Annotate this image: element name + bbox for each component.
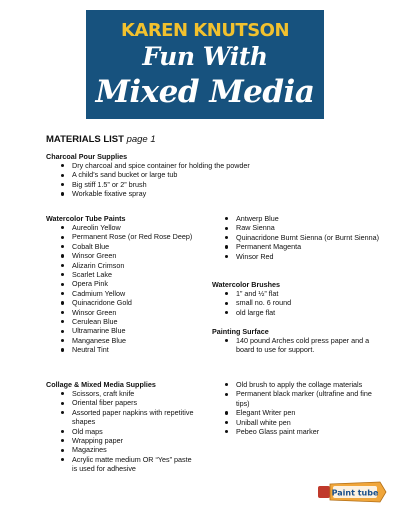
list-item: Antwerp Blue bbox=[222, 214, 390, 223]
list-item: Magazines bbox=[58, 445, 198, 454]
list-item: Cobalt Blue bbox=[58, 242, 208, 251]
list-item: Wrapping paper bbox=[58, 436, 198, 445]
list-item: 1” and ½” flat bbox=[222, 289, 382, 298]
list-item: Permanent Magenta bbox=[222, 242, 390, 251]
banner-title-line-1: Fun With bbox=[142, 42, 268, 71]
list-item: Ultramarine Blue bbox=[58, 326, 208, 335]
logo-text: Paint tube bbox=[331, 488, 379, 498]
logo-tube-cap bbox=[318, 486, 330, 498]
heading-sub: page 1 bbox=[126, 134, 156, 145]
list-item: Elegant Writer pen bbox=[222, 408, 372, 417]
list-item: Workable fixative spray bbox=[58, 189, 358, 198]
title-banner bbox=[86, 10, 324, 119]
list-item: Quinacridone Gold bbox=[58, 298, 208, 307]
list-item: Big stiff 1.5” or 2” brush bbox=[58, 180, 358, 189]
section-title-brushes: Watercolor Brushes bbox=[212, 280, 281, 289]
section-title-collage: Collage & Mixed Media Supplies bbox=[46, 380, 156, 389]
heading-main: MATERIALS LIST bbox=[46, 134, 124, 145]
list-item: Acrylic matte medium OR “Yes” paste is used for adhesive bbox=[58, 455, 198, 474]
list-item: Aureolin Yellow bbox=[58, 223, 208, 232]
list-item: Quinacridone Burnt Sienna (or Burnt Sienna) bbox=[222, 233, 390, 242]
list-item: Permanent black marker (ultrafine and fine tips) bbox=[222, 389, 372, 408]
page-heading bbox=[46, 134, 156, 145]
list-item: Old maps bbox=[58, 427, 198, 436]
list-item: Neutral Tint bbox=[58, 345, 208, 354]
section-title-surface: Painting Surface bbox=[212, 327, 269, 336]
charcoal-list bbox=[58, 161, 358, 199]
list-item: Winsor Green bbox=[58, 251, 208, 260]
list-item: Opera Pink bbox=[58, 279, 208, 288]
list-item: Uniball white pen bbox=[222, 418, 372, 427]
list-item: Cerulean Blue bbox=[58, 317, 208, 326]
watercolor-tube-list-right bbox=[222, 214, 390, 261]
list-item: Dry charcoal and spice container for holding the powder bbox=[58, 161, 358, 170]
list-item: Scarlet Lake bbox=[58, 270, 208, 279]
list-item: 140 pound Arches cold press paper and a board to use for support. bbox=[222, 336, 372, 355]
list-item: Alizarin Crimson bbox=[58, 261, 208, 270]
list-item: A child’s sand bucket or large tub bbox=[58, 170, 358, 179]
surface-list bbox=[222, 336, 372, 355]
list-item: Assorted paper napkins with repetitive shapes bbox=[58, 408, 198, 427]
list-item: Winsor Red bbox=[222, 252, 390, 261]
list-item: old large flat bbox=[222, 308, 382, 317]
watercolor-tube-list-left bbox=[58, 223, 208, 355]
list-item: Manganese Blue bbox=[58, 336, 208, 345]
brushes-list bbox=[222, 289, 382, 317]
list-item: Old brush to apply the collage materials bbox=[222, 380, 372, 389]
banner-title-line-2: Mixed Media bbox=[95, 74, 315, 110]
list-item: Raw Sienna bbox=[222, 223, 390, 232]
section-title-charcoal: Charcoal Pour Supplies bbox=[46, 152, 128, 161]
list-item: Pebeo Glass paint marker bbox=[222, 427, 372, 436]
banner-author-name: KAREN KNUTSON bbox=[120, 20, 290, 41]
collage-list-right bbox=[222, 380, 372, 436]
list-item: Scissors, craft knife bbox=[58, 389, 198, 398]
list-item: Cadmium Yellow bbox=[58, 289, 208, 298]
collage-list-left bbox=[58, 389, 198, 474]
paint-tube-logo bbox=[316, 478, 388, 506]
list-item: Winsor Green bbox=[58, 308, 208, 317]
list-item: small no. 6 round bbox=[222, 298, 382, 307]
list-item: Oriental fiber papers bbox=[58, 398, 198, 407]
list-item: Permanent Rose (or Red Rose Deep) bbox=[58, 232, 208, 241]
section-title-watercolor-tube: Watercolor Tube Paints bbox=[46, 214, 126, 223]
